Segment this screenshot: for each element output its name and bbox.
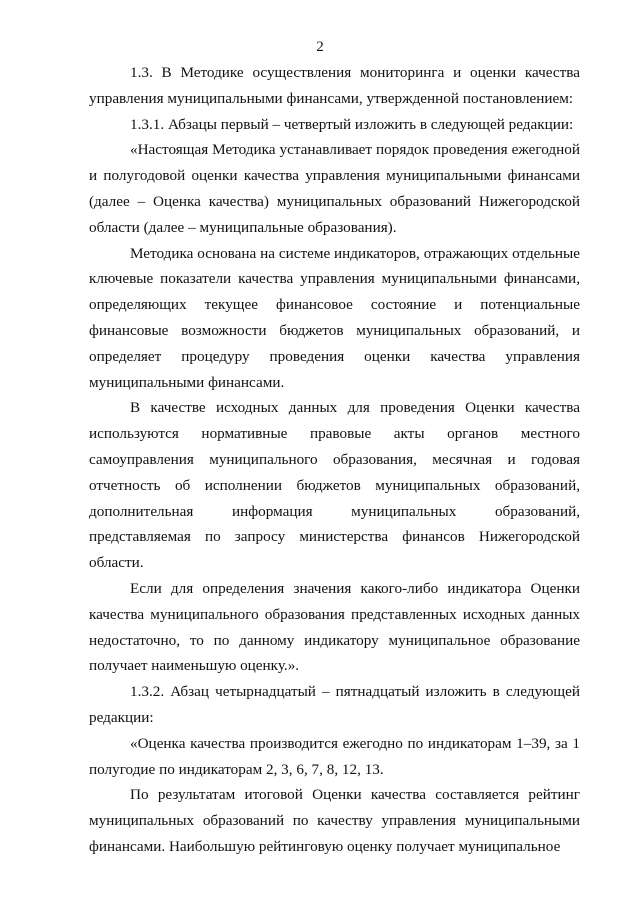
paragraph-assessment-frequency: «Оценка качества производится ежегодно по индикаторам 1–39, за 1 полугодие по индикаторам 2, 3, 6, 7, 8, 12, 13. <box>89 734 580 778</box>
paragraph-source-data: В качестве исходных данных для проведения Оценки качества используются нормативные правовые акты органов местного самоуправления муниципального образования, месячная и годовая отчетность об исполнении бюджетов муниципальных образований, дополнительная информация муниципальных образований, представляемая по запросу министерства финансов Нижегородской области. <box>89 399 580 572</box>
paragraph-insufficient-data: Если для определения значения какого-либо индикатора Оценки качества муниципального образования представленных исходных данных недостаточно, то по данному индикатору муниципальное образование получает наименьшую оценку.». <box>89 579 580 675</box>
page-number: 2 <box>316 39 324 55</box>
paragraph-rating: По результатам итоговой Оценки качества составляется рейтинг муниципальных образований по качеству управления муниципальными финансами. Наибольшую рейтинговую оценку получает муниципальное <box>89 786 580 855</box>
paragraph-1-3-1: 1.3.1. Абзацы первый – четвертый изложить в следующей редакции: <box>130 115 574 133</box>
paragraph-1-3: 1.3. В Методике осуществления мониторинга и оценки качества управления муниципальными финансами, утвержденной постановлением: <box>89 64 580 107</box>
paragraph-methodology-purpose: «Настоящая Методика устанавливает порядок проведения ежегодной и полугодовой оценки качества управления муниципальными финансами (далее – Оценка качества) муниципальных образований Нижегородской области (далее – муниципальные образования). <box>89 141 580 236</box>
paragraph-indicator-system: Методика основана на системе индикаторов, отражающих отдельные ключевые показатели качества управления муниципальными финансами, определяющих текущее финансовое состояние и потенциальные финансовые возможности бюджетов муниципальных образований, и определяет процедуру проведения оценки качества управления муниципальными финансами. <box>89 244 580 391</box>
paragraph-1-3-2: 1.3.2. Абзац четырнадцатый – пятнадцатый изложить в следующей редакции: <box>89 683 580 726</box>
document-body <box>89 60 580 860</box>
